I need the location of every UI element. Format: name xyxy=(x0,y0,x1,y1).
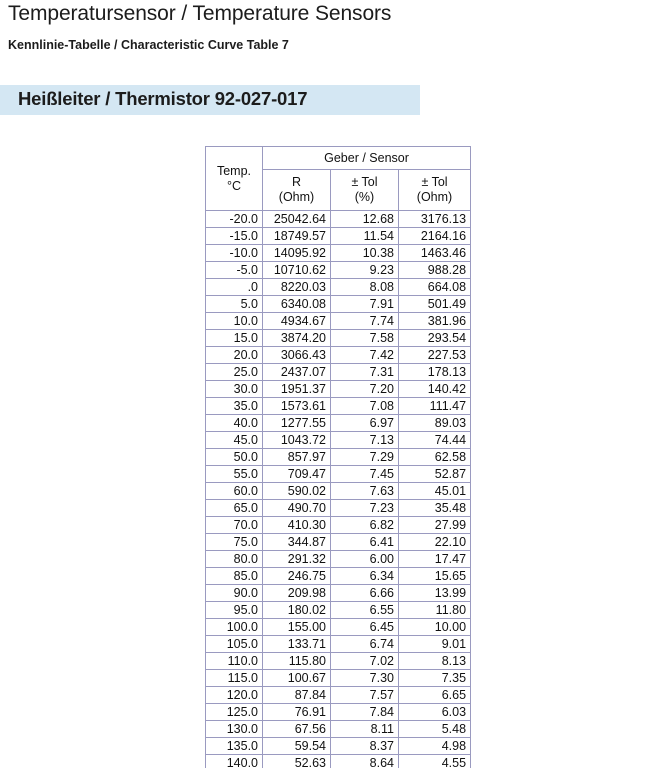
cell-tolerance-ohm: 11.80 xyxy=(399,602,471,619)
cell-tolerance-percent: 6.34 xyxy=(331,568,399,585)
cell-tolerance-percent: 6.00 xyxy=(331,551,399,568)
table-row xyxy=(206,415,471,432)
cell-temperature: 80.0 xyxy=(206,551,263,568)
cell-resistance: 155.00 xyxy=(263,619,331,636)
cell-resistance: 246.75 xyxy=(263,568,331,585)
cell-resistance: 8220.03 xyxy=(263,279,331,296)
cell-resistance: 3066.43 xyxy=(263,347,331,364)
cell-tolerance-ohm: 7.35 xyxy=(399,670,471,687)
cell-temperature: 125.0 xyxy=(206,704,263,721)
cell-tolerance-ohm: 52.87 xyxy=(399,466,471,483)
cell-tolerance-ohm: 22.10 xyxy=(399,534,471,551)
cell-resistance: 857.97 xyxy=(263,449,331,466)
cell-tolerance-ohm: 140.42 xyxy=(399,381,471,398)
cell-tolerance-ohm: 6.65 xyxy=(399,687,471,704)
page-subtitle: Kennlinie-Tabelle / Characteristic Curve Table 7 xyxy=(8,38,289,52)
cell-tolerance-percent: 7.57 xyxy=(331,687,399,704)
cell-tolerance-percent: 7.31 xyxy=(331,364,399,381)
cell-temperature: 115.0 xyxy=(206,670,263,687)
cell-resistance: 590.02 xyxy=(263,483,331,500)
cell-tolerance-ohm: 178.13 xyxy=(399,364,471,381)
cell-temperature: 95.0 xyxy=(206,602,263,619)
header-cell-tolerance-ohm xyxy=(399,170,471,211)
cell-resistance: 709.47 xyxy=(263,466,331,483)
cell-tolerance-percent: 10.38 xyxy=(331,245,399,262)
cell-temperature: 110.0 xyxy=(206,653,263,670)
header-cell-tolerance-percent xyxy=(331,170,399,211)
cell-resistance: 410.30 xyxy=(263,517,331,534)
cell-temperature: 25.0 xyxy=(206,364,263,381)
header-cell-temperature xyxy=(206,147,263,211)
cell-tolerance-ohm: 227.53 xyxy=(399,347,471,364)
cell-tolerance-percent: 7.74 xyxy=(331,313,399,330)
cell-tolerance-percent: 8.64 xyxy=(331,755,399,768)
table-header-row-group xyxy=(206,147,471,170)
characteristic-curve-table xyxy=(205,146,471,768)
table-header xyxy=(206,147,471,211)
header-tolohm-line1: ± Tol xyxy=(421,175,448,189)
cell-resistance: 6340.08 xyxy=(263,296,331,313)
table-row xyxy=(206,755,471,768)
header-tolohm-line2: (Ohm) xyxy=(416,190,453,204)
header-temp-line1: Temp. xyxy=(216,163,252,178)
cell-tolerance-percent: 6.74 xyxy=(331,636,399,653)
cell-tolerance-percent: 7.13 xyxy=(331,432,399,449)
table-row xyxy=(206,500,471,517)
table-row xyxy=(206,585,471,602)
cell-tolerance-percent: 6.97 xyxy=(331,415,399,432)
table-row xyxy=(206,721,471,738)
table-row xyxy=(206,653,471,670)
characteristic-curve-table-container xyxy=(205,146,470,768)
table-row xyxy=(206,449,471,466)
cell-resistance: 76.91 xyxy=(263,704,331,721)
cell-tolerance-percent: 7.30 xyxy=(331,670,399,687)
cell-resistance: 14095.92 xyxy=(263,245,331,262)
cell-temperature: -5.0 xyxy=(206,262,263,279)
cell-resistance: 1573.61 xyxy=(263,398,331,415)
table-row xyxy=(206,381,471,398)
cell-resistance: 18749.57 xyxy=(263,228,331,245)
cell-tolerance-percent: 9.23 xyxy=(331,262,399,279)
table-row xyxy=(206,551,471,568)
cell-temperature: 40.0 xyxy=(206,415,263,432)
cell-temperature: 65.0 xyxy=(206,500,263,517)
cell-tolerance-percent: 7.23 xyxy=(331,500,399,517)
cell-temperature: 55.0 xyxy=(206,466,263,483)
table-row xyxy=(206,517,471,534)
header-r-line2: (Ohm) xyxy=(278,190,315,204)
cell-temperature: 105.0 xyxy=(206,636,263,653)
product-banner-title: Heißleiter / Thermistor 92-027-017 xyxy=(18,88,308,109)
cell-temperature: 70.0 xyxy=(206,517,263,534)
cell-temperature: 100.0 xyxy=(206,619,263,636)
table-row xyxy=(206,636,471,653)
table-row xyxy=(206,738,471,755)
cell-tolerance-percent: 6.45 xyxy=(331,619,399,636)
cell-tolerance-ohm: 664.08 xyxy=(399,279,471,296)
table-row xyxy=(206,568,471,585)
cell-resistance: 1277.55 xyxy=(263,415,331,432)
header-r-line1: R xyxy=(291,175,302,189)
table-row xyxy=(206,534,471,551)
cell-resistance: 67.56 xyxy=(263,721,331,738)
cell-resistance: 2437.07 xyxy=(263,364,331,381)
cell-tolerance-percent: 7.84 xyxy=(331,704,399,721)
cell-tolerance-percent: 8.08 xyxy=(331,279,399,296)
cell-tolerance-ohm: 1463.46 xyxy=(399,245,471,262)
cell-tolerance-ohm: 15.65 xyxy=(399,568,471,585)
cell-resistance: 490.70 xyxy=(263,500,331,517)
cell-resistance: 1043.72 xyxy=(263,432,331,449)
cell-tolerance-percent: 12.68 xyxy=(331,211,399,228)
table-row xyxy=(206,296,471,313)
cell-tolerance-ohm: 27.99 xyxy=(399,517,471,534)
cell-tolerance-percent: 7.63 xyxy=(331,483,399,500)
cell-tolerance-percent: 7.91 xyxy=(331,296,399,313)
cell-tolerance-percent: 8.11 xyxy=(331,721,399,738)
cell-tolerance-percent: 6.82 xyxy=(331,517,399,534)
cell-tolerance-ohm: 8.13 xyxy=(399,653,471,670)
cell-resistance: 52.63 xyxy=(263,755,331,768)
cell-tolerance-ohm: 45.01 xyxy=(399,483,471,500)
cell-tolerance-ohm: 2164.16 xyxy=(399,228,471,245)
cell-temperature: 75.0 xyxy=(206,534,263,551)
table-row xyxy=(206,704,471,721)
cell-temperature: 60.0 xyxy=(206,483,263,500)
cell-temperature: 30.0 xyxy=(206,381,263,398)
cell-tolerance-ohm: 293.54 xyxy=(399,330,471,347)
header-tolpct-line2: (%) xyxy=(354,190,375,204)
cell-tolerance-ohm: 5.48 xyxy=(399,721,471,738)
cell-tolerance-ohm: 988.28 xyxy=(399,262,471,279)
cell-resistance: 291.32 xyxy=(263,551,331,568)
cell-resistance: 87.84 xyxy=(263,687,331,704)
table-row xyxy=(206,211,471,228)
table-row xyxy=(206,483,471,500)
cell-resistance: 133.71 xyxy=(263,636,331,653)
cell-tolerance-ohm: 62.58 xyxy=(399,449,471,466)
cell-resistance: 180.02 xyxy=(263,602,331,619)
cell-temperature: -15.0 xyxy=(206,228,263,245)
cell-tolerance-ohm: 10.00 xyxy=(399,619,471,636)
header-cell-resistance xyxy=(263,170,331,211)
cell-resistance: 59.54 xyxy=(263,738,331,755)
cell-tolerance-ohm: 9.01 xyxy=(399,636,471,653)
table-row xyxy=(206,279,471,296)
cell-temperature: 85.0 xyxy=(206,568,263,585)
cell-temperature: 10.0 xyxy=(206,313,263,330)
cell-tolerance-ohm: 89.03 xyxy=(399,415,471,432)
table-row xyxy=(206,687,471,704)
cell-tolerance-percent: 7.08 xyxy=(331,398,399,415)
cell-tolerance-percent: 6.55 xyxy=(331,602,399,619)
cell-tolerance-ohm: 111.47 xyxy=(399,398,471,415)
cell-temperature: 140.0 xyxy=(206,755,263,768)
table-row xyxy=(206,619,471,636)
table-row xyxy=(206,330,471,347)
table-row xyxy=(206,432,471,449)
table-body xyxy=(206,211,471,768)
page-title: Temperatursensor / Temperature Sensors xyxy=(8,2,392,25)
cell-temperature: 5.0 xyxy=(206,296,263,313)
cell-temperature: 50.0 xyxy=(206,449,263,466)
cell-resistance: 100.67 xyxy=(263,670,331,687)
cell-temperature: .0 xyxy=(206,279,263,296)
cell-temperature: -10.0 xyxy=(206,245,263,262)
cell-tolerance-percent: 7.45 xyxy=(331,466,399,483)
cell-tolerance-ohm: 381.96 xyxy=(399,313,471,330)
cell-tolerance-ohm: 74.44 xyxy=(399,432,471,449)
cell-resistance: 1951.37 xyxy=(263,381,331,398)
table-row xyxy=(206,398,471,415)
table-row xyxy=(206,347,471,364)
cell-resistance: 344.87 xyxy=(263,534,331,551)
cell-temperature: 120.0 xyxy=(206,687,263,704)
table-row xyxy=(206,364,471,381)
cell-temperature: 45.0 xyxy=(206,432,263,449)
cell-tolerance-ohm: 6.03 xyxy=(399,704,471,721)
table-row xyxy=(206,262,471,279)
cell-resistance: 25042.64 xyxy=(263,211,331,228)
cell-tolerance-percent: 7.20 xyxy=(331,381,399,398)
cell-resistance: 209.98 xyxy=(263,585,331,602)
cell-tolerance-percent: 11.54 xyxy=(331,228,399,245)
cell-temperature: 35.0 xyxy=(206,398,263,415)
header-cell-sensor-group: Geber / Sensor xyxy=(263,147,471,170)
cell-tolerance-percent: 8.37 xyxy=(331,738,399,755)
cell-resistance: 115.80 xyxy=(263,653,331,670)
cell-tolerance-percent: 7.42 xyxy=(331,347,399,364)
table-row xyxy=(206,670,471,687)
table-row xyxy=(206,245,471,262)
table-row xyxy=(206,602,471,619)
cell-tolerance-percent: 7.29 xyxy=(331,449,399,466)
cell-tolerance-percent: 6.41 xyxy=(331,534,399,551)
table-row xyxy=(206,228,471,245)
cell-tolerance-ohm: 501.49 xyxy=(399,296,471,313)
cell-tolerance-ohm: 3176.13 xyxy=(399,211,471,228)
header-temp-line2: °C xyxy=(226,178,242,193)
cell-tolerance-ohm: 4.55 xyxy=(399,755,471,768)
cell-temperature: 20.0 xyxy=(206,347,263,364)
cell-resistance: 10710.62 xyxy=(263,262,331,279)
header-tolpct-line1: ± Tol xyxy=(351,175,378,189)
cell-tolerance-ohm: 35.48 xyxy=(399,500,471,517)
cell-tolerance-percent: 7.02 xyxy=(331,653,399,670)
cell-temperature: 15.0 xyxy=(206,330,263,347)
cell-temperature: 130.0 xyxy=(206,721,263,738)
cell-tolerance-ohm: 4.98 xyxy=(399,738,471,755)
cell-tolerance-percent: 7.58 xyxy=(331,330,399,347)
cell-temperature: -20.0 xyxy=(206,211,263,228)
cell-resistance: 3874.20 xyxy=(263,330,331,347)
cell-temperature: 90.0 xyxy=(206,585,263,602)
cell-tolerance-percent: 6.66 xyxy=(331,585,399,602)
table-row xyxy=(206,313,471,330)
cell-temperature: 135.0 xyxy=(206,738,263,755)
cell-tolerance-ohm: 17.47 xyxy=(399,551,471,568)
cell-tolerance-ohm: 13.99 xyxy=(399,585,471,602)
cell-resistance: 4934.67 xyxy=(263,313,331,330)
table-row xyxy=(206,466,471,483)
